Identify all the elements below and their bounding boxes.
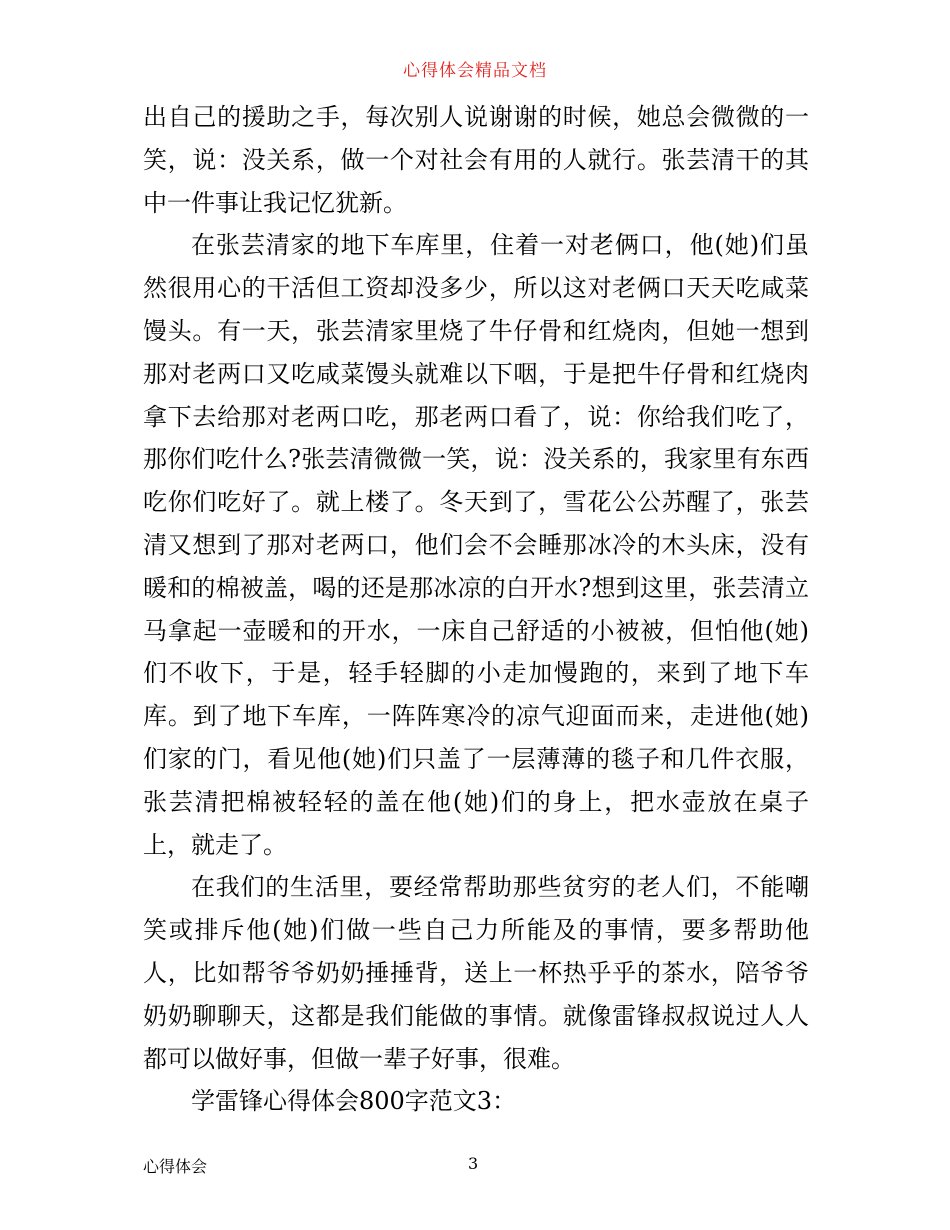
document-body (143, 96, 809, 1123)
section-heading: 学雷锋心得体会800字范文3： (191, 1087, 517, 1116)
paragraph-continuation: 出自己的援助之手，每次别人说谢谢的时候，她总会微微的一笑，说：没关系，做一个对社会有用的人就行。张芸清干的其中一件事让我记忆犹新。 (143, 103, 809, 217)
page-number: 3 (468, 1154, 479, 1173)
footer-label: 心得体会 (143, 1157, 208, 1176)
paragraph-reflection: 在我们的生活里，要经常帮助那些贫穷的老人们，不能嘲笑或排斥他(她)们做一些自己力所能及的事情，要多帮助他人，比如帮爷爷奶奶捶捶背，送上一杯热乎乎的茶水，陪爷爷奶奶聊聊天，这都是我们能做的事情。就像雷锋叔叔说过人人都可以做好事，但做一辈子好事，很难。 (143, 873, 809, 1073)
page-header-title: 心得体会精品文档 (403, 61, 547, 81)
paragraph-story: 在张芸清家的地下车库里，住着一对老俩口，他(她)们虽然很用心的干活但工资却没多少，所以这对老俩口天天吃咸菜馒头。有一天，张芸清家里烧了牛仔骨和红烧肉，但她一想到那对老两口又吃咸菜馒头就难以下咽，于是把牛仔骨和红烧肉拿下去给那对老两口吃，那老两口看了，说：你给我们吃了，那你们吃什么?张芸清微微一笑，说：没关系的，我家里有东西吃你们吃好了。就上楼了。冬天到了，雪花公公苏醒了，张芸清又想到了那对老两口，他们会不会睡那冰冷的木头床，没有暖和的棉被盖，喝的还是那冰凉的白开水?想到这里，张芸清立马拿起一壶暖和的开水，一床自己舒适的小被被，但怕他(她)们不收下，于是，轻手轻脚的小走加慢跑的，来到了地下车库。到了地下车库，一阵阵寒冷的凉气迎面而来，走进他(她)们家的门，看见他(她)们只盖了一层薄薄的毯子和几件衣服，张芸清把棉被轻轻的盖在他(她)们的身上，把水壶放在桌子上，就走了。 (143, 231, 809, 859)
